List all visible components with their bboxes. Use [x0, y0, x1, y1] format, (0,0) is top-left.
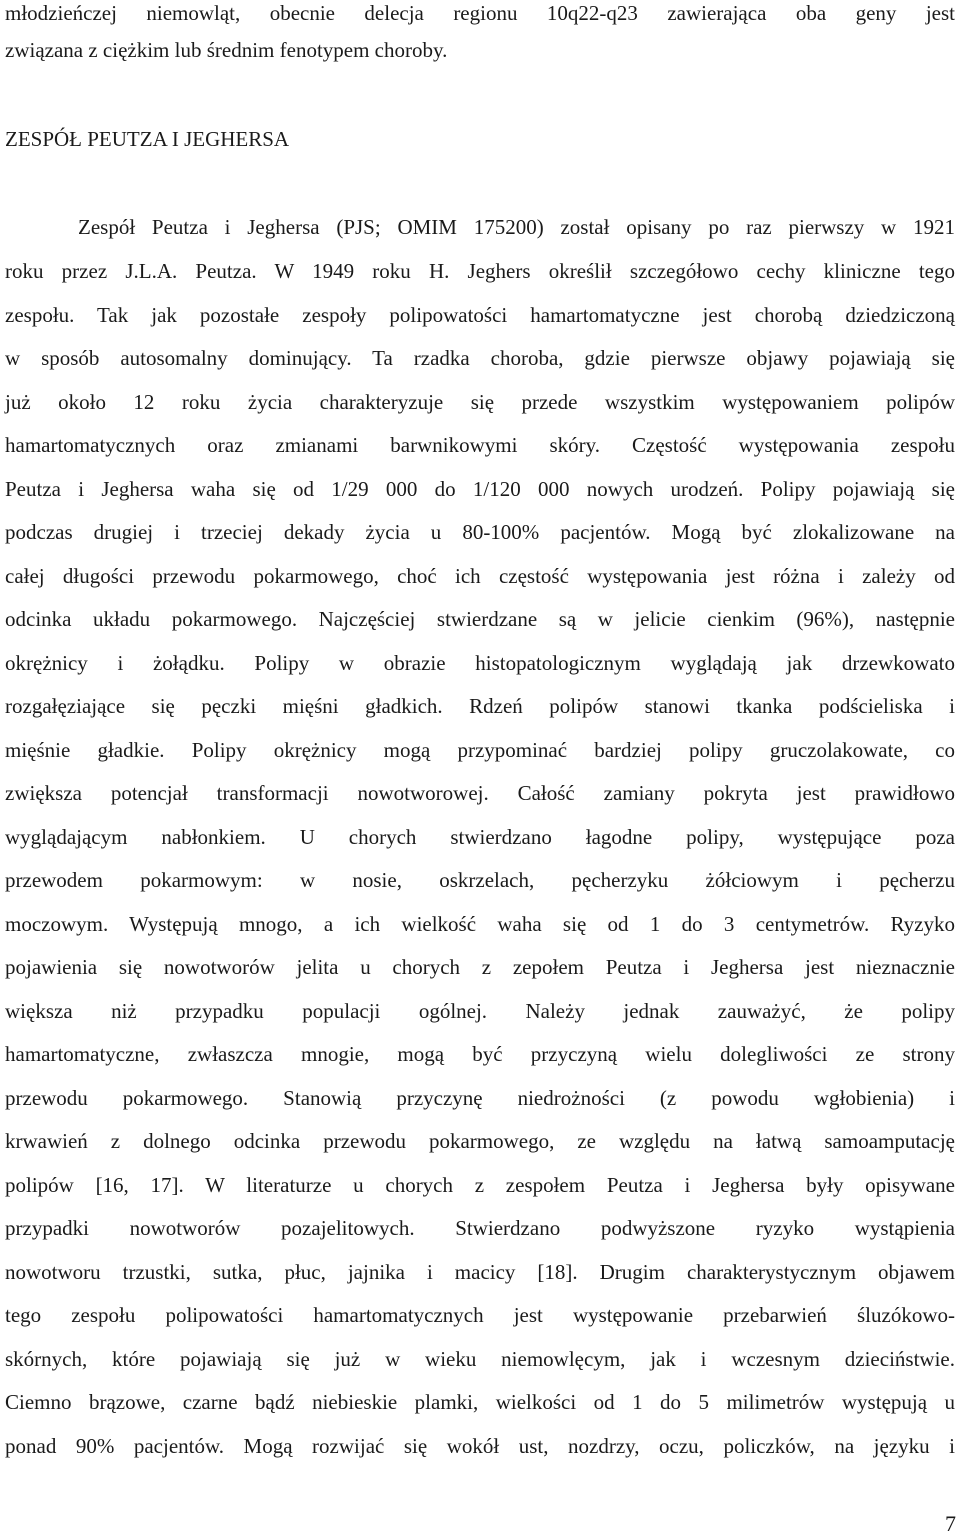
page-number: 7: [945, 1511, 956, 1536]
text-line: roku przez J.L.A. Peutza. W 1949 roku H. Jeghers określił szczegółowo cechy kliniczne tego: [5, 259, 955, 283]
text-line: Zespół Peutza i Jeghersa (PJS; OMIM 175200) został opisany po raz pierwszy w 1921: [78, 215, 955, 239]
text-line: hamartomatycznych oraz zmianami barwnikowymi skóry. Częstość występowania zespołu: [5, 433, 955, 457]
text-line: tego zespołu polipowatości hamartomatycznych jest występowanie przebarwień śluzókowo-: [5, 1303, 955, 1327]
text-line: przewodem pokarmowym: w nosie, oskrzelach, pęcherzyku żółciowym i pęcherzu: [5, 868, 955, 892]
text-line: w sposób autosomalny dominujący. Ta rzadka choroba, gdzie pierwsze objawy pojawiają się: [5, 346, 955, 370]
text-line: zwiększa potencjał transformacji nowotworowej. Całość zamiany pokryta jest prawidłowo: [5, 781, 955, 805]
text-line: pojawienia się nowotworów jelita u chorych z zepołem Peutza i Jeghersa jest nieznacznie: [5, 955, 955, 979]
text-line: hamartomatyczne, zwłaszcza mnogie, mogą być przyczyną wielu dolegliwości ze strony: [5, 1042, 955, 1066]
text-line: skórnych, które pojawiają się już w wieku niemowlęcym, jak i wczesnym dzieciństwie.: [5, 1347, 955, 1371]
text-line: związana z ciężkim lub średnim fenotypem choroby.: [5, 38, 448, 62]
text-line: nowotworu trzustki, sutka, płuc, jajnika i macicy [18]. Drugim charakterystycznym objawem: [5, 1260, 955, 1284]
text-line: krwawień z dolnego odcinka przewodu pokarmowego, ze względu na łatwą samoamputację: [5, 1129, 955, 1153]
text-line: wyglądającym nabłonkiem. U chorych stwierdzano łagodne polipy, występujące poza: [5, 825, 955, 849]
text-line: odcinka układu pokarmowego. Najczęściej stwierdzane są w jelicie cienkim (96%), następnie: [5, 607, 955, 631]
text-line: przypadki nowotworów pozajelitowych. Stwierdzano podwyższone ryzyko wystąpienia: [5, 1216, 955, 1240]
text-line: polipów [16, 17]. W literaturze u chorych z zespołem Peutza i Jeghersa były opisywane: [5, 1173, 955, 1197]
text-line: moczowym. Występują mnogo, a ich wielkość waha się od 1 do 3 centymetrów. Ryzyko: [5, 912, 955, 936]
section-heading: ZESPÓŁ PEUTZA I JEGHERSA: [5, 127, 290, 151]
text-line: rozgałęziające się pęczki mięśni gładkich. Rdzeń polipów stanowi tkanka podścieliska i: [5, 694, 955, 718]
text-line: podczas drugiej i trzeciej dekady życia u 80-100% pacjentów. Mogą być zlokalizowane na: [5, 520, 955, 544]
text-line: Ciemno brązowe, czarne bądź niebieskie plamki, wielkości od 1 do 5 milimetrów występują u: [5, 1390, 955, 1414]
text-line: przewodu pokarmowego. Stanowią przyczynę niedrożności (z powodu wgłobienia) i: [5, 1086, 955, 1110]
text-line: młodzieńczej niemowląt, obecnie delecja regionu 10q22-q23 zawierająca oba geny jest: [5, 1, 955, 25]
text-line: już około 12 roku życia charakteryzuje się przede wszystkim występowaniem polipów: [5, 390, 955, 414]
text-line: całej długości przewodu pokarmowego, choć ich częstość występowania jest różna i zależy od: [5, 564, 955, 588]
text-line: mięśnie gładkie. Polipy okrężnicy mogą przypominać bardziej polipy gruczolakowate, co: [5, 738, 955, 762]
text-line: większa niż przypadku populacji ogólnej. Należy jednak zauważyć, że polipy: [5, 999, 955, 1023]
text-line: Peutza i Jeghersa waha się od 1/29 000 do 1/120 000 nowych urodzeń. Polipy pojawiają się: [5, 477, 955, 501]
text-line: okrężnicy i żołądku. Polipy w obrazie histopatologicznym wyglądają jak drzewkowato: [5, 651, 955, 675]
text-line: zespołu. Tak jak pozostałe zespoły polipowatości hamartomatyczne jest chorobą dziedziczoną: [5, 303, 955, 327]
text-line: ponad 90% pacjentów. Mogą rozwijać się wokół ust, nozdrzy, oczu, policzków, na języku i: [5, 1434, 955, 1458]
